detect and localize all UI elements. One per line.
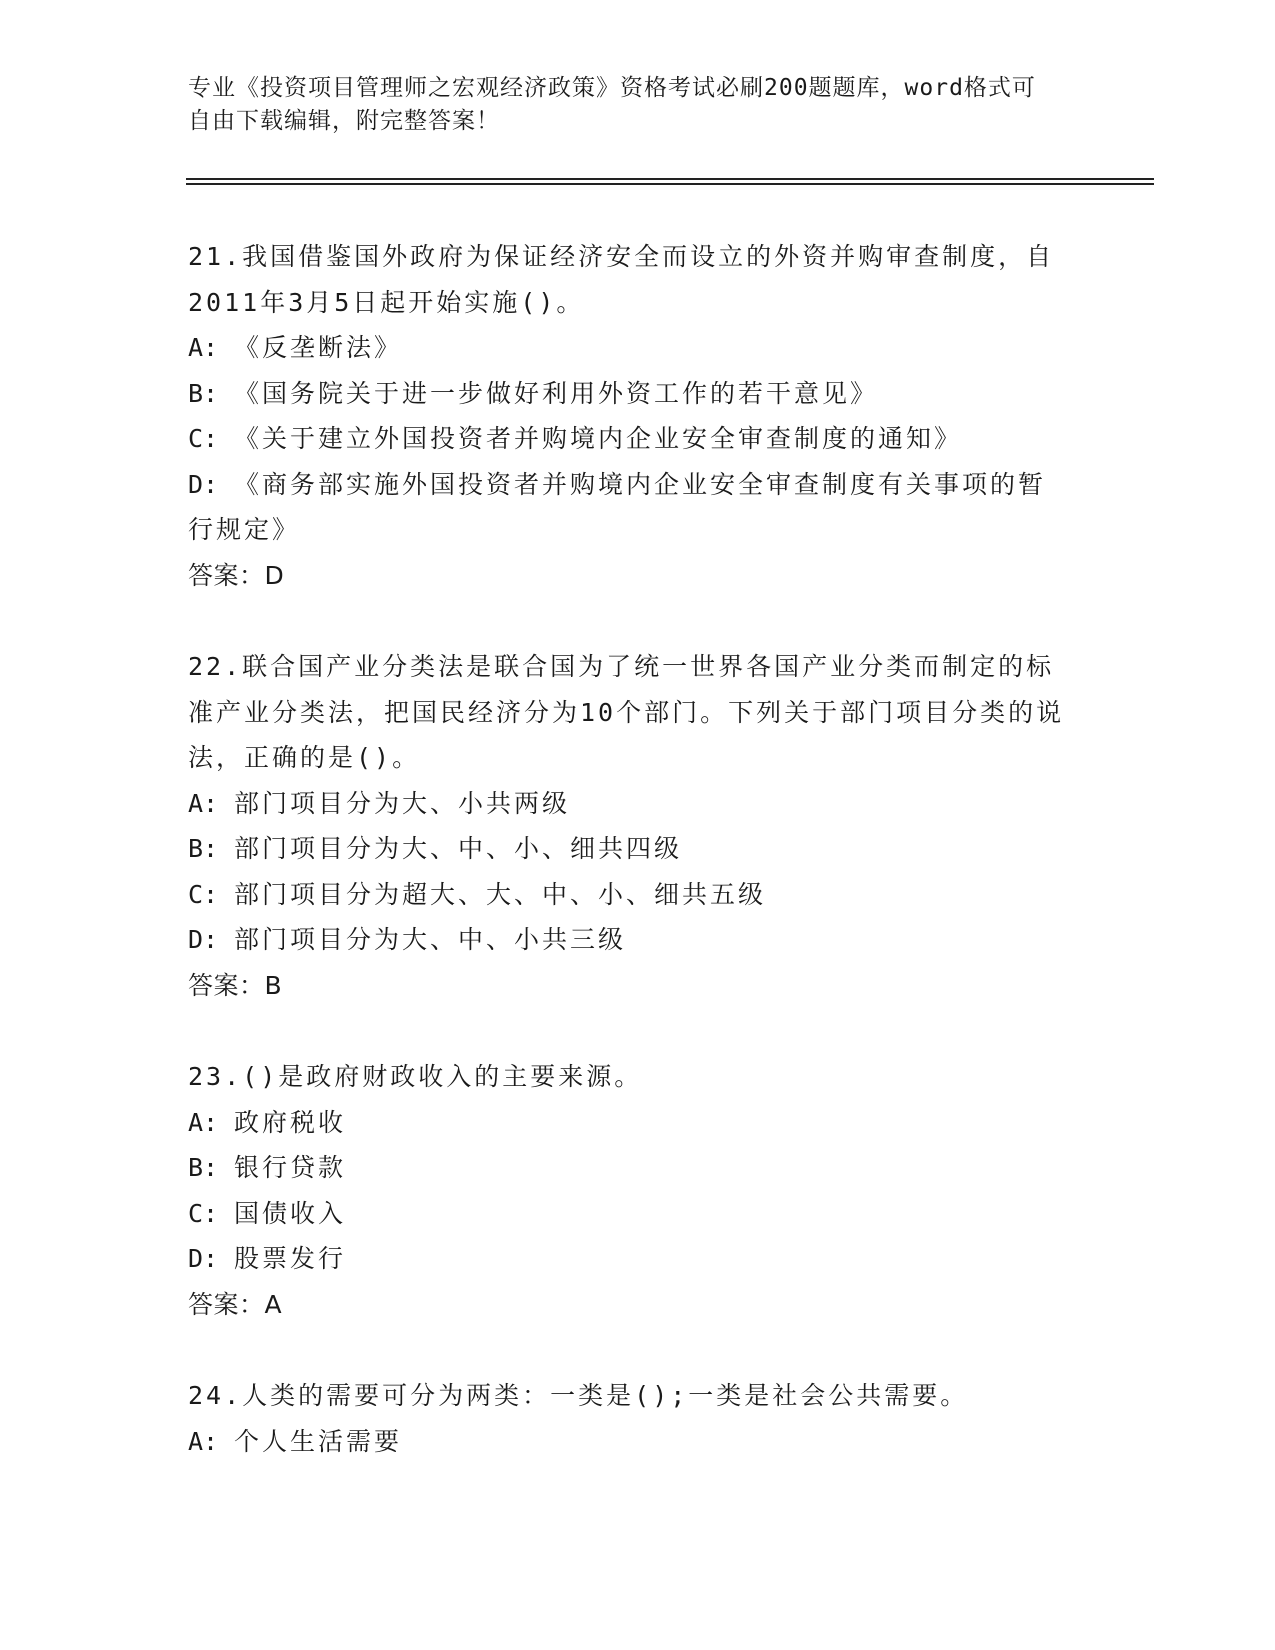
option-text: 部门项目分为大、小共两级 xyxy=(234,788,571,818)
question-23 xyxy=(188,1054,1068,1327)
option-text: 部门项目分为大、中、小共三级 xyxy=(234,925,627,954)
option-key: B: xyxy=(188,378,219,408)
option-text: 《反垄断法》 xyxy=(234,333,403,362)
option-text: 个人生活需要 xyxy=(234,1426,403,1456)
option-a xyxy=(188,1419,1068,1465)
option-key: D: xyxy=(188,469,219,499)
option-b xyxy=(188,1145,1068,1191)
header-line-1: 专业《投资项目管理师之宏观经济政策》资格考试必刷200题题库，word格式可 xyxy=(188,75,1036,101)
option-a xyxy=(188,1100,1068,1146)
document-header xyxy=(188,72,1088,138)
option-text: 部门项目分为大、中、小、细共四级 xyxy=(234,834,683,863)
question-stem: 22.联合国产业分类法是联合国为了统一世界各国产业分类而制定的标准产业分类法，把国民经济分为10个部门。下列关于部门项目分类的说法，正确的是()。 xyxy=(188,652,1065,772)
option-d xyxy=(188,462,1068,553)
question-21 xyxy=(188,234,1068,598)
question-stem: 24.人类的需要可分为两类：一类是();一类是社会公共需要。 xyxy=(188,1381,969,1410)
option-key: A: xyxy=(188,788,219,818)
option-text: 国债收入 xyxy=(234,1198,347,1228)
option-key: A: xyxy=(188,333,219,362)
header-line-2: 自由下载编辑，附完整答案！ xyxy=(188,108,500,134)
option-b xyxy=(188,826,1068,872)
header-rule-top xyxy=(186,178,1154,180)
option-key: B: xyxy=(188,834,219,863)
question-24 xyxy=(188,1373,1068,1464)
option-d xyxy=(188,1236,1068,1282)
option-key: C: xyxy=(188,424,219,453)
answer: 答案：B xyxy=(188,970,283,1000)
option-text: 《关于建立外国投资者并购境内企业安全审查制度的通知》 xyxy=(234,424,963,453)
question-stem: 21.我国借鉴国外政府为保证经济安全而设立的外资并购审查制度，自2011年3月5日起开始实施()。 xyxy=(188,242,1055,317)
option-key: A: xyxy=(188,1107,219,1137)
option-key: D: xyxy=(188,1244,219,1273)
option-text: 政府税收 xyxy=(234,1107,347,1137)
option-a xyxy=(188,781,1068,827)
option-a xyxy=(188,325,1068,371)
answer: 答案：A xyxy=(188,1289,283,1319)
option-text: 《国务院关于进一步做好利用外资工作的若干意见》 xyxy=(234,378,879,408)
question-stem: 23.()是政府财政收入的主要来源。 xyxy=(188,1062,643,1091)
option-c xyxy=(188,416,1068,462)
option-text: 股票发行 xyxy=(234,1244,347,1273)
option-text: 部门项目分为超大、大、中、小、细共五级 xyxy=(234,879,767,909)
option-c xyxy=(188,1191,1068,1237)
option-b xyxy=(188,371,1068,417)
option-key: C: xyxy=(188,1198,219,1228)
option-c xyxy=(188,872,1068,918)
option-key: D: xyxy=(188,925,219,954)
option-key: C: xyxy=(188,879,219,909)
option-key: A: xyxy=(188,1426,219,1456)
option-text: 银行贷款 xyxy=(234,1153,347,1182)
option-key: B: xyxy=(188,1153,219,1182)
header-rule-bottom xyxy=(186,183,1154,185)
question-22 xyxy=(188,644,1068,1008)
option-d xyxy=(188,917,1068,963)
option-text: 《商务部实施外国投资者并购境内企业安全审查制度有关事项的暂行规定》 xyxy=(188,469,1047,544)
answer: 答案：D xyxy=(188,560,285,590)
